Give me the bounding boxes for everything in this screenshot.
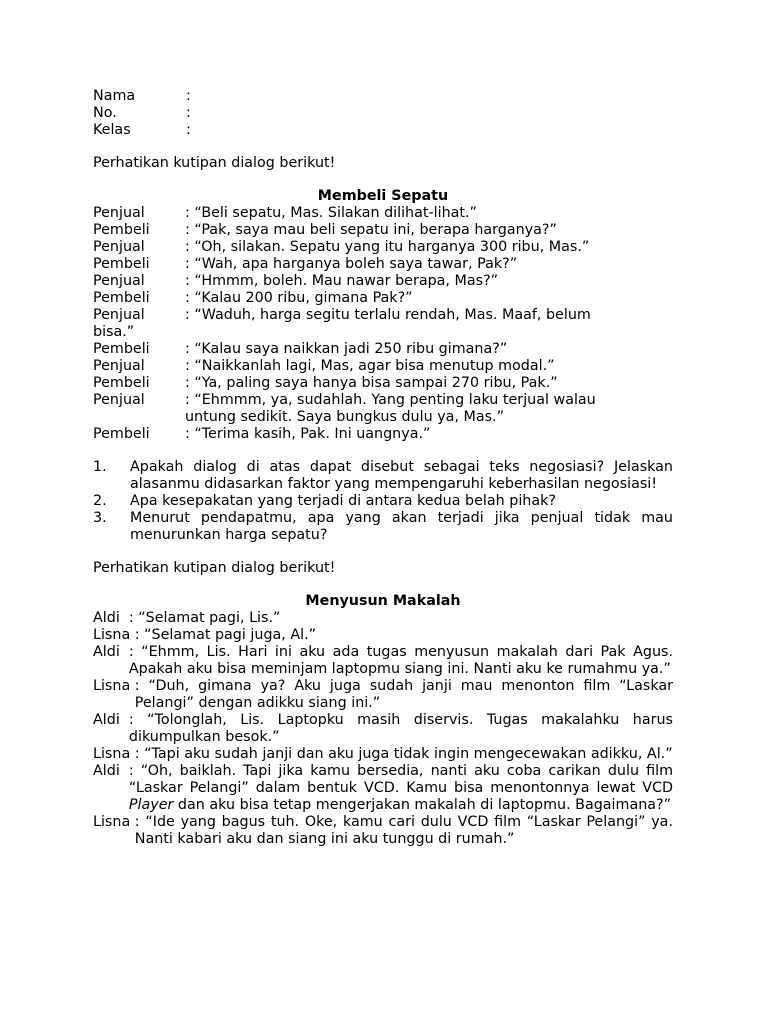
speaker: Pembeli (93, 222, 150, 238)
dialog-line (93, 239, 673, 256)
dialog-2 (93, 610, 673, 848)
nama-label: Nama (93, 88, 136, 104)
dialog-2-title: Menyusun Makalah (305, 593, 461, 609)
utterance: : “Selamat pagi juga, Al.” (134, 627, 317, 643)
utterance: : “Kalau saya naikkan jadi 250 ribu gimana?” (185, 341, 508, 357)
instruction-1: Perhatikan kutipan dialog berikut! (93, 155, 336, 171)
utterance: : “Ehmm, Lis. Hari ini aku ada tugas menyusun makalah dari Pak Agus. Apakah aku bisa meminjam laptopmu siang ini. Nanti aku ke rumahmu ya.” (128, 644, 673, 677)
question-item (93, 510, 673, 544)
speaker: Lisna (93, 678, 135, 694)
utterance: : “Beli sepatu, Mas. Silakan dilihat-lihat.” (185, 205, 477, 221)
speaker: Pembeli (93, 341, 150, 357)
utterance: : “Oh, silakan. Sepatu yang itu harganya 300 ribu, Mas.” (185, 239, 590, 255)
utterance-part: : “Oh, baiklah. Tapi jika kamu bersedia, nanti aku coba carikan dulu film “Laskar Pelangi” dalam bentuk VCD. Kamu bisa menontonnya lewat VCD (128, 763, 673, 796)
speaker: Lisna (93, 627, 135, 643)
dialog-line (93, 358, 673, 375)
utterance: untung sedikit. Saya bungkus dulu ya, Mas.” (185, 409, 504, 425)
dialog-line (93, 222, 673, 239)
identity-no (93, 105, 673, 122)
speaker: Pembeli (93, 290, 150, 306)
speaker: Penjual (93, 307, 145, 323)
utterance: : “Terima kasih, Pak. Ini uangnya.” (185, 426, 431, 442)
question-text: Apa kesepakatan yang terjadi di antara kedua belah pihak? (130, 493, 556, 509)
speaker: Aldi (93, 610, 129, 626)
question-text: Menurut pendapatmu, apa yang akan terjadi jika penjual tidak mau menurunkan harga sepatu? (130, 510, 673, 543)
speaker: Penjual (93, 239, 145, 255)
utterance: : “Tolonglah, Lis. Laptopku masih diservis. Tugas makalahku harus dikumpulkan besok.” (128, 712, 673, 745)
kelas-label: Kelas (93, 122, 131, 138)
no-label: No. (93, 105, 117, 121)
identity-nama (93, 88, 673, 105)
speaker: Aldi (93, 644, 129, 660)
question-number: 2. (93, 493, 107, 509)
question-number: 3. (93, 510, 107, 526)
dialog-line (93, 375, 673, 392)
dialog-line (93, 426, 673, 443)
utterance: : “Ide yang bagus tuh. Oke, kamu cari dulu VCD film “Laskar Pelangi” ya. Nanti kabari aku dan siang ini aku tunggu di rumah.” (134, 814, 673, 847)
dialog-line (93, 273, 673, 290)
dialog-line (93, 746, 673, 763)
speaker: Pembeli (93, 256, 150, 272)
utterance: : “Hmmm, boleh. Mau nawar berapa, Mas?” (185, 273, 499, 289)
utterance: : “Kalau 200 ribu, gimana Pak?” (185, 290, 413, 306)
kelas-colon: : (186, 122, 191, 138)
dialog-1 (93, 205, 673, 443)
dialog-line (93, 409, 673, 426)
dialog-line (93, 341, 673, 358)
utterance: : “Naikkanlah lagi, Mas, agar bisa menutup modal.” (185, 358, 555, 374)
question-item (93, 493, 673, 510)
document-content (93, 88, 673, 848)
question-text: Apakah dialog di atas dapat disebut sebagai teks negosiasi? Jelaskan alasanmu didasarkan faktor yang mempengaruhi keberhasilan negosiasi! (130, 459, 673, 492)
dialog-line (93, 205, 673, 222)
speaker: Penjual (93, 273, 145, 289)
dialog-line (93, 712, 673, 746)
utterance: : “Duh, gimana ya? Aku juga sudah janji mau menonton film “Laskar Pelangi” dengan adikku siang ini.” (134, 678, 673, 711)
utterance (129, 763, 673, 814)
speaker: Lisna (93, 746, 135, 762)
dialog-line (93, 610, 673, 627)
dialog-line-continuation: bisa.” (93, 324, 135, 340)
dialog-line (93, 678, 673, 712)
speaker: Pembeli (93, 375, 150, 391)
dialog-line (93, 307, 673, 324)
speaker: Penjual (93, 205, 145, 221)
utterance: : “Wah, apa harganya boleh saya tawar, Pak?” (185, 256, 518, 272)
identity-kelas (93, 122, 673, 139)
speaker: Lisna (93, 814, 135, 830)
dialog-line (93, 814, 673, 848)
utterance: : “Tapi aku sudah janji dan aku juga tidak ingin mengecewakan adikku, Al.” (134, 746, 673, 762)
dialog-line (93, 644, 673, 678)
speaker (93, 409, 185, 426)
dialog-line (93, 627, 673, 644)
speaker: Penjual (93, 358, 145, 374)
utterance: : “Ehmmm, ya, sudahlah. Yang penting laku terjual walau (185, 392, 596, 408)
utterance: : “Ya, paling saya hanya bisa sampai 270 ribu, Pak.” (185, 375, 558, 391)
question-number: 1. (93, 459, 107, 475)
dialog-line (93, 392, 673, 409)
speaker: Aldi (93, 763, 129, 779)
question-list (93, 459, 673, 544)
speaker: Penjual (93, 392, 145, 408)
speaker: Pembeli (93, 426, 150, 442)
dialog-1-title: Membeli Sepatu (317, 188, 449, 204)
speaker: Aldi (93, 712, 129, 728)
dialog-line (93, 763, 673, 814)
utterance: : “Selamat pagi, Lis.” (128, 610, 281, 626)
no-colon: : (186, 105, 191, 121)
utterance: : “Waduh, harga segitu terlalu rendah, Mas. Maaf, belum (185, 307, 591, 323)
question-item (93, 459, 673, 493)
utterance: : “Pak, saya mau beli sepatu ini, berapa harganya?” (185, 222, 557, 238)
nama-colon: : (186, 88, 191, 104)
instruction-2: Perhatikan kutipan dialog berikut! (93, 560, 336, 576)
dialog-line (93, 290, 673, 307)
dialog-line (93, 256, 673, 273)
utterance-emphasis: Player (128, 797, 174, 813)
utterance-part: dan aku bisa tetap mengerjakan makalah di laptopmu. Bagaimana?” (173, 797, 672, 813)
